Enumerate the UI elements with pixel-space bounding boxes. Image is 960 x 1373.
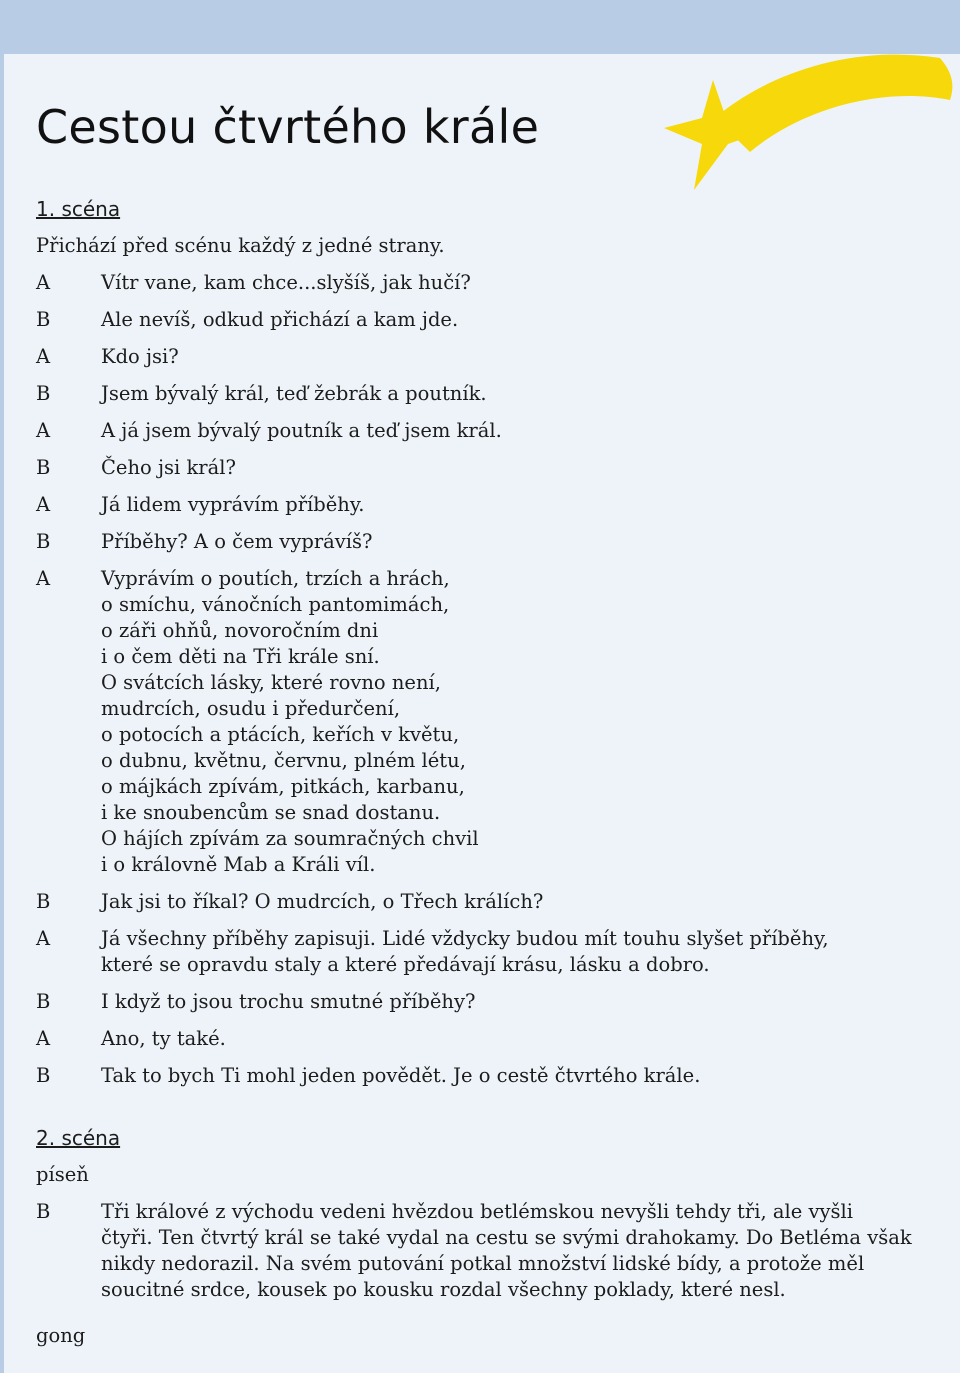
speaker-label: A [36, 567, 51, 590]
dialogue-text: Jsem bývalý král, teď žebrák a poutník. [101, 382, 487, 405]
dialogue-text: Jak jsi to říkal? O mudrcích, o Třech králích? [101, 890, 544, 913]
dialogue-text: Čeho jsi král? [101, 456, 236, 479]
scene-1-dialogue [36, 270, 926, 1089]
scene-2-direction: píseň [36, 1163, 89, 1186]
speaker-label: A [36, 345, 51, 368]
dialogue-line [36, 1063, 926, 1089]
dialogue-line [36, 566, 926, 878]
speaker-label: A [36, 927, 51, 950]
dialogue-text: Já všechny příběhy zapisuji. Lidé vždycky budou mít touhu slyšet příběhy, které se opravdu staly a které předávají krásu, lásku a dobro. [101, 927, 829, 976]
dialogue-line [36, 529, 926, 555]
dialogue-text: Já lidem vyprávím příběhy. [101, 493, 365, 516]
dialogue-text: Ale nevíš, odkud přichází a kam jde. [101, 308, 459, 331]
speaker-label: B [36, 308, 51, 331]
scene-2-closing: gong [36, 1324, 86, 1347]
dialogue-line [36, 344, 926, 370]
dialogue-line [36, 1199, 926, 1303]
dialogue-text: Vítr vane, kam chce...slyšíš, jak hučí? [101, 271, 471, 294]
dialogue-text: Ano, ty také. [101, 1027, 226, 1050]
scene-2-heading: 2. scéna [36, 1126, 121, 1150]
dialogue-text: Příběhy? A o čem vyprávíš? [101, 530, 373, 553]
speaker-label: A [36, 419, 51, 442]
dialogue-text: Tři králové z východu vedeni hvězdou betlémskou nevyšli tehdy tři, ale vyšli čtyři. Ten čtvrtý král se také vydal na cestu se svými drahokamy. Do Betléma však nikdy nedorazil. Na svém putování potkal množství lidské bídy, a protože měl soucitné srdce, kousek po kousku rozdal všechny poklady, které nesl. [101, 1200, 912, 1301]
speaker-label: B [36, 1064, 51, 1087]
speaker-label: B [36, 382, 51, 405]
dialogue-line [36, 926, 926, 978]
dialogue-line [36, 889, 926, 915]
dialogue-line [36, 381, 926, 407]
dialogue-text: Vyprávím o poutích, trzích a hrách, o smíchu, vánočních pantomimách, o záři ohňů, novoročním dni i o čem děti na Tři krále sní. O svátcích lásky, které rovno není, mudrcích, osudu i předurčení, o potocích a ptácích, keřích v květu, o dubnu, květnu, červnu, plném létu, o májkách zpívám, pitkách, karbanu, i ke snoubencům se snad dostanu. O hájích zpívám za soumračných chvil i o královně Mab a Králi víl. [101, 567, 479, 876]
scene-2-dialogue [36, 1199, 926, 1303]
dialogue-text: Tak to bych Ti mohl jeden povědět. Je o cestě čtvrtého krále. [101, 1064, 701, 1087]
speaker-label: A [36, 271, 51, 294]
speaker-label: B [36, 990, 51, 1013]
script-content [36, 196, 926, 1349]
comet-star-icon [650, 40, 960, 200]
scene-1-heading: 1. scéna [36, 197, 121, 221]
dialogue-line [36, 418, 926, 444]
dialogue-line [36, 1026, 926, 1052]
speaker-label: B [36, 890, 51, 913]
dialogue-text: A já jsem bývalý poutník a teď jsem král. [101, 419, 502, 442]
dialogue-text: Kdo jsi? [101, 345, 179, 368]
dialogue-line [36, 270, 926, 296]
scene-1-direction: Přichází před scénu každý z jedné strany. [36, 234, 445, 257]
speaker-label: B [36, 530, 51, 553]
dialogue-line [36, 492, 926, 518]
dialogue-text: I když to jsou trochu smutné příběhy? [101, 990, 476, 1013]
dialogue-line [36, 455, 926, 481]
speaker-label: A [36, 1027, 51, 1050]
dialogue-line [36, 307, 926, 333]
speaker-label: B [36, 1200, 51, 1223]
speaker-label: B [36, 456, 51, 479]
page-title: Cestou čtvrtého krále [36, 100, 540, 154]
speaker-label: A [36, 493, 51, 516]
dialogue-line [36, 989, 926, 1015]
